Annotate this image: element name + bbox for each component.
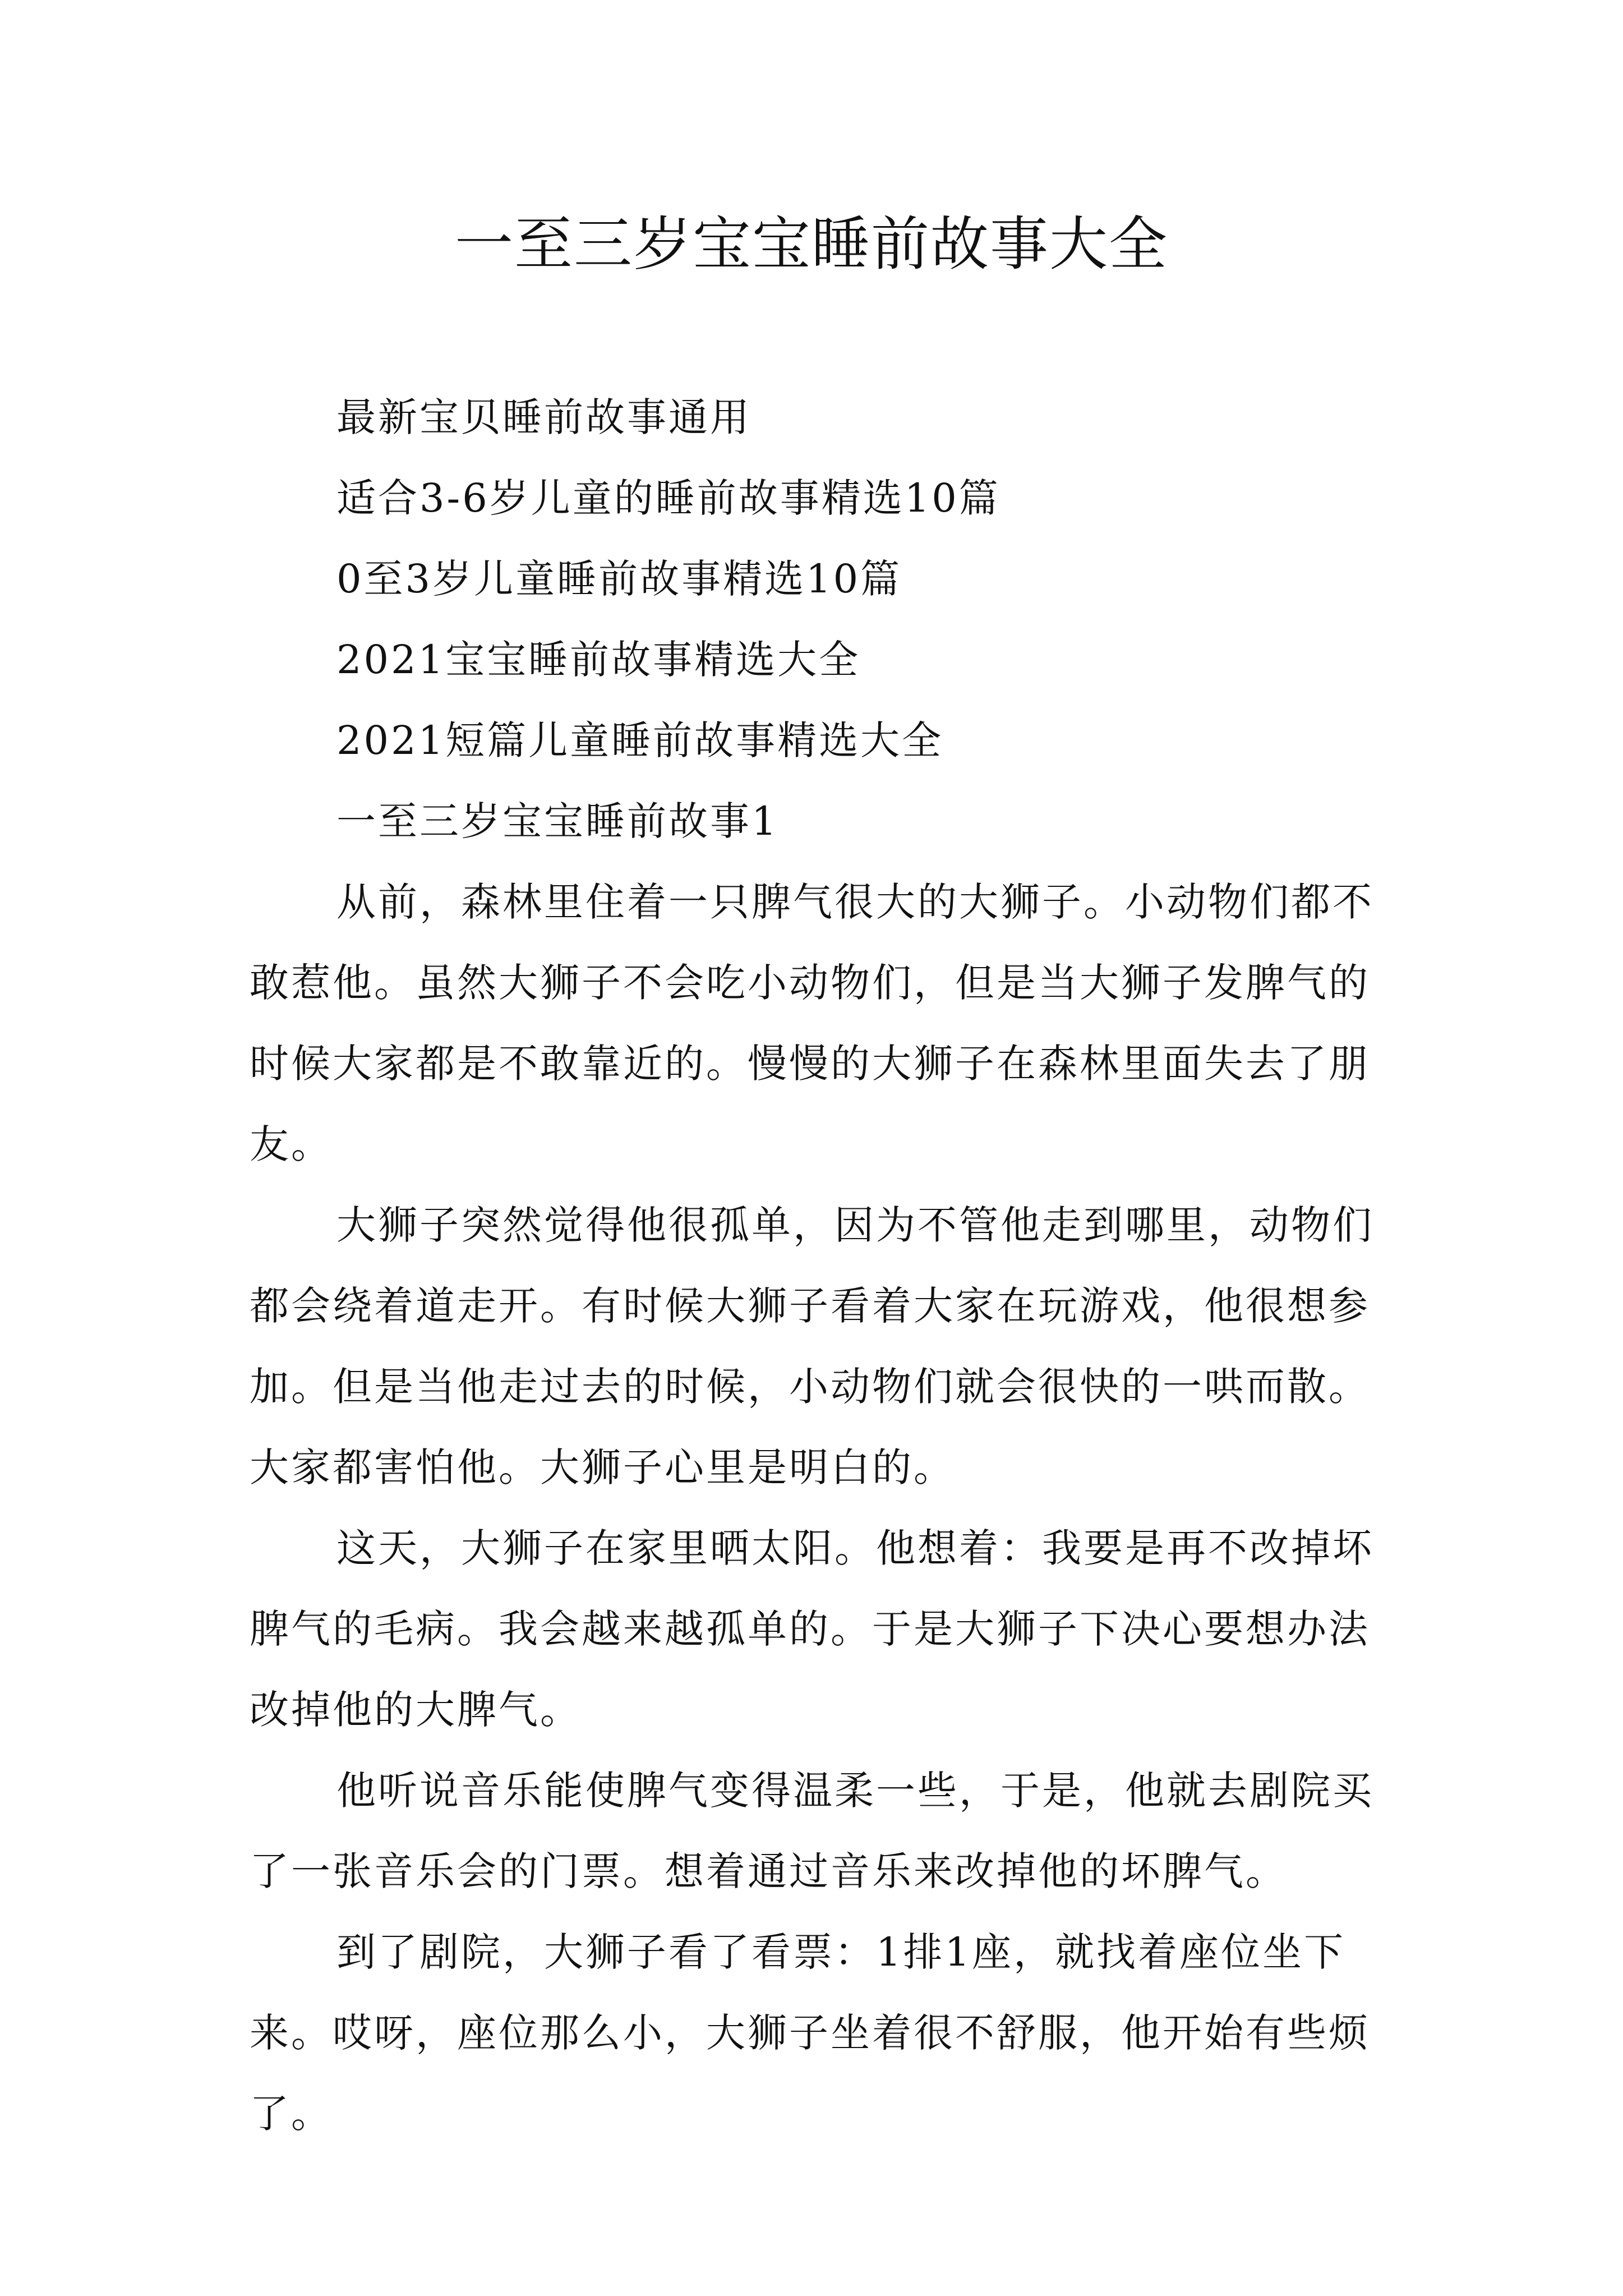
story-paragraph: 从前，森林里住着一只脾气很大的大狮子。小动物们都不敢惹他。虽然大狮子不会吃小动物们，但是当大狮子发脾气的时候大家都是不敢靠近的。慢慢的大狮子在森林里面失去了朋友。: [250, 879, 1374, 1167]
story-paragraph: 他听说音乐能使脾气变得温柔一些，于是，他就去剧院买了一张音乐会的门票。想着通过音乐来改掉他的坏脾气。: [250, 1768, 1374, 1894]
story-paragraph: 到了剧院，大狮子看了看票：1排1座，就找着座位坐下来。哎呀，座位那么小，大狮子坐着很不舒服，他开始有些烦了。: [250, 1929, 1370, 2137]
story-paragraph: 这天，大狮子在家里晒太阳。他想着：我要是再不改掉坏脾气的毛病。我会越来越孤单的。于是大狮子下决心要想办法改掉他的大脾气。: [250, 1525, 1374, 1733]
related-link-1[interactable]: 最新宝贝睡前故事通用: [336, 394, 751, 440]
related-link-2[interactable]: 适合3-6岁儿童的睡前故事精选10篇: [336, 475, 1000, 521]
related-link-4[interactable]: 2021宝宝睡前故事精选大全: [336, 637, 861, 683]
related-link-3[interactable]: 0至3岁儿童睡前故事精选10篇: [336, 556, 902, 602]
story-paragraph: 大狮子突然觉得他很孤单，因为不管他走到哪里，动物们都会绕着道走开。有时候大狮子看着大家在玩游戏，他很想参加。但是当他走过去的时候，小动物们就会很快的一哄而散。大家都害怕他。大狮子心里是明白的。: [250, 1202, 1374, 1490]
related-link-5[interactable]: 2021短篇儿童睡前故事精选大全: [336, 717, 944, 763]
document-title: 一至三岁宝宝睡前故事大全: [454, 210, 1168, 278]
section-heading: 一至三岁宝宝睡前故事1: [336, 798, 779, 844]
document-body: [250, 377, 1391, 2154]
